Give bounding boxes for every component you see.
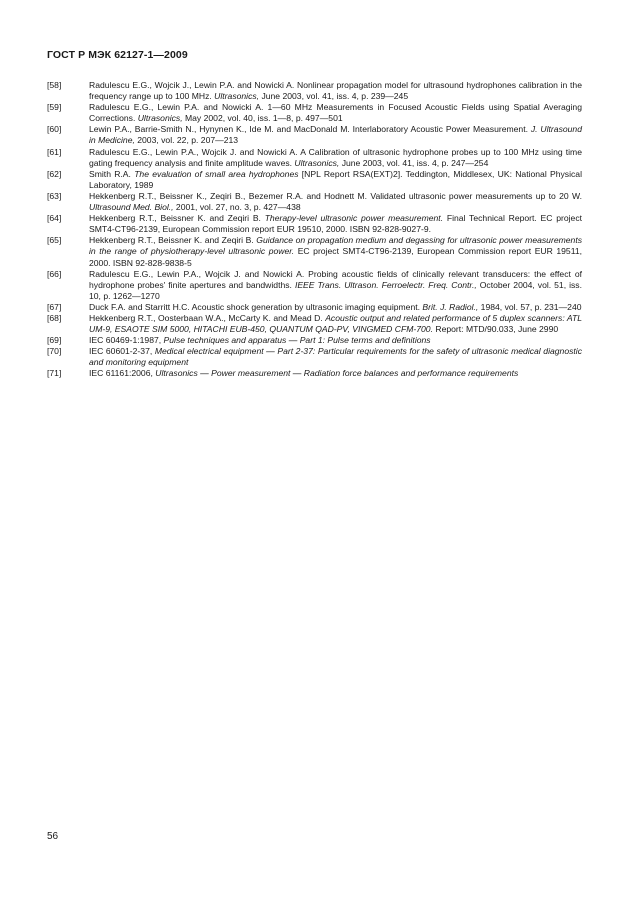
reference-text-segment: October 2004, vol. 51, iss. 10, p. 1262—1270 bbox=[89, 279, 582, 301]
reference-text-segment: Radulescu E.G., Lewin P.A., Wojcik J. and Nowicki A. Probing acoustic fields of clinically relevant transducers: the effect of hydrophone probes' finite apertures and bandwidths. bbox=[89, 268, 582, 290]
reference-text bbox=[89, 124, 582, 146]
reference-text-segment: Final Technical Report. EC project SMT4-CT96-2139, European Commission report EUR 19510, 2000. ISBN 92-828-9027-9. bbox=[89, 213, 583, 235]
reference-text-segment: May 2002, vol. 40, iss. 1—8, p. 497—501 bbox=[182, 113, 343, 124]
reference-text-segment: Hekkenberg R.T., Beissner K. and Zeqiri B. bbox=[89, 213, 265, 224]
reference-text-segment: 2003, vol. 22, p. 207—213 bbox=[134, 135, 239, 146]
reference-italic-segment: Ultrasonics — Power measurement — Radiation force balances and performance requirements bbox=[155, 368, 519, 379]
reference-text-segment: Hekkenberg R.T., Oosterbaan W.A., McCarty K. and Mead D. bbox=[89, 312, 326, 323]
reference-text-segment: 1984, vol. 57, p. 231—240 bbox=[478, 301, 582, 312]
reference-entry bbox=[47, 302, 582, 313]
reference-text-segment: Hekkenberg R.T., Beissner K. and Zeqiri B. bbox=[89, 235, 257, 246]
reference-entry bbox=[47, 191, 582, 213]
reference-list bbox=[47, 80, 582, 380]
reference-text-segment: IEC 60601-2-37, bbox=[89, 346, 155, 357]
reference-number: [64] bbox=[47, 213, 62, 224]
reference-italic-segment: Acoustic output and related performance of 5 duplex scanners: ATL UM-9, ESAOTE SIM 5000, HITACHI EUB-450, QUANTUM QAD-PV, VINGMED CFM-700. bbox=[89, 312, 582, 335]
reference-text bbox=[89, 313, 582, 335]
reference-text bbox=[89, 269, 582, 302]
reference-text-segment: Duck F.A. and Starritt H.C. Acoustic shock generation by ultrasonic imaging equipment. bbox=[89, 301, 423, 312]
reference-italic-segment: Ultrasonics, bbox=[294, 157, 340, 168]
reference-italic-segment: Ultrasound Med. Biol., bbox=[89, 202, 174, 213]
reference-number: [69] bbox=[47, 335, 62, 346]
reference-text-segment: Radulescu E.G., Wojcik J., Lewin P.A. and Nowicki A. Nonlinear propagation model for ultrasound hydrophones calibration in the frequency range up to 100 MHz. bbox=[89, 80, 582, 102]
reference-entry bbox=[47, 313, 582, 335]
reference-italic-segment: Ultrasonics, bbox=[137, 113, 183, 124]
reference-entry bbox=[47, 269, 582, 302]
reference-number: [71] bbox=[47, 368, 62, 379]
reference-italic-segment: Therapy-level ultrasonic power measurement. bbox=[264, 213, 444, 224]
reference-text bbox=[89, 213, 582, 235]
page-number: 56 bbox=[47, 831, 59, 842]
reference-number: [70] bbox=[47, 346, 62, 357]
reference-number: [65] bbox=[47, 235, 62, 246]
reference-italic-segment: Ultrasonics, bbox=[214, 91, 260, 102]
reference-number: [66] bbox=[47, 268, 62, 279]
reference-entry bbox=[47, 235, 582, 268]
reference-text-segment: Hekkenberg R.T., Beissner K., Zeqiri B., Bezemer R.A. and Hodnett M. Validated ultrasonic power measurements up to 20 W. bbox=[89, 190, 582, 201]
reference-text bbox=[89, 346, 582, 368]
reference-italic-segment: Medical electrical equipment — Part 2-37: Particular requirements for the safety of ultrasonic medical diagnostic and monitoring equipment bbox=[89, 346, 582, 368]
reference-text-segment: EC project SMT4-CT96-2139, European Commission report EUR 19511, 2000. ISBN 92-828-9838-5 bbox=[89, 246, 583, 268]
reference-number: [58] bbox=[47, 80, 62, 90]
reference-text bbox=[89, 235, 582, 268]
reference-entry bbox=[47, 102, 582, 124]
reference-number: [68] bbox=[47, 312, 62, 323]
reference-number: [61] bbox=[47, 146, 62, 157]
reference-text-segment: 2001, vol. 27, no. 3, p. 427—438 bbox=[173, 202, 301, 213]
reference-text bbox=[89, 102, 582, 124]
reference-text-segment: Radulescu E.G., Lewin P.A., Wojcik J. and Nowicki A. A Calibration of ultrasonic hydrophone probes up to 100 MHz using time gating frequency analysis and finite amplitude waves. bbox=[89, 146, 582, 168]
reference-text bbox=[89, 302, 582, 313]
reference-text bbox=[89, 80, 582, 102]
reference-entry bbox=[47, 147, 582, 169]
reference-text-segment: June 2003, vol. 41, iss. 4, p. 247—254 bbox=[339, 157, 489, 168]
reference-entry bbox=[47, 335, 582, 346]
reference-text bbox=[89, 147, 582, 169]
reference-text bbox=[89, 169, 582, 191]
reference-number: [67] bbox=[47, 301, 62, 312]
reference-italic-segment: The evaluation of small area hydrophones bbox=[134, 168, 299, 179]
reference-italic-segment: Guidance on propagation medium and degassing for ultrasonic power measurements in the range of physiotherapy-level ultrasonic power. bbox=[89, 235, 582, 257]
reference-italic-segment: IEEE Trans. Ultrason. Ferroelectr. Freq. Contr., bbox=[294, 279, 477, 290]
reference-entry bbox=[47, 169, 582, 191]
reference-number: [63] bbox=[47, 190, 62, 201]
reference-text-segment: Lewin P.A., Barrie-Smith N., Hynynen K., Ide M. and MacDonald M. Interlaboratory Acoustic Power Measurement. bbox=[89, 124, 531, 135]
reference-entry bbox=[47, 213, 582, 235]
reference-text-segment: Smith R.A. bbox=[89, 168, 135, 179]
reference-text bbox=[89, 335, 582, 346]
reference-entry bbox=[47, 368, 582, 379]
reference-entry bbox=[47, 124, 582, 146]
reference-number: [60] bbox=[47, 124, 62, 135]
reference-text-segment: June 2003, vol. 41, iss. 4, p. 239—245 bbox=[259, 91, 409, 102]
reference-number: [59] bbox=[47, 102, 62, 113]
reference-text-segment: IEC 60469-1:1987, bbox=[89, 335, 164, 346]
reference-text bbox=[89, 368, 582, 379]
reference-italic-segment: Brit. J. Radiol., bbox=[422, 301, 479, 312]
reference-number: [62] bbox=[47, 168, 62, 179]
document-header: ГОСТ Р МЭК 62127-1—2009 bbox=[47, 49, 188, 61]
reference-entry bbox=[47, 80, 582, 102]
reference-italic-segment: Pulse techniques and apparatus — Part 1: Pulse terms and definitions bbox=[163, 335, 431, 346]
reference-text-segment: IEC 61161:2006, bbox=[89, 368, 156, 379]
reference-text-segment: Radulescu E.G., Lewin P.A. and Nowicki A. 1—60 MHz Measurements in Focused Acoustic Fields using Spatial Averaging Corrections. bbox=[89, 102, 582, 124]
reference-entry bbox=[47, 346, 582, 368]
reference-italic-segment: J. Ultrasound in Medicine, bbox=[89, 124, 582, 146]
reference-text-segment: [NPL Report RSA(EXT)2]. Teddington, Middlesex, UK: National Physical Laboratory, 1989 bbox=[89, 168, 582, 190]
reference-text bbox=[89, 191, 582, 213]
reference-text-segment: Report: MTD/90.033, June 2990 bbox=[432, 324, 559, 335]
